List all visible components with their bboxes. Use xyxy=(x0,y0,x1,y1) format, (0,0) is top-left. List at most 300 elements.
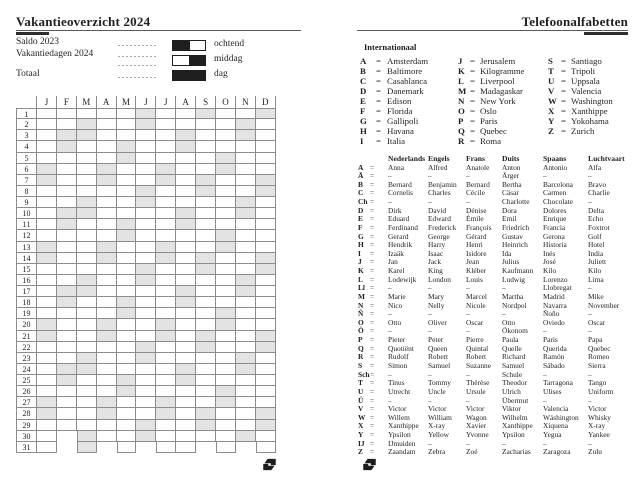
day-cell-m2-d20 xyxy=(57,319,77,330)
cell-frans: Bernard xyxy=(466,179,490,189)
day-cell-m7-d26 xyxy=(156,386,176,397)
day-number-5: 5 xyxy=(16,153,37,164)
day-cell-m5-d31 xyxy=(117,442,137,453)
day-number-6: 6 xyxy=(16,164,37,175)
cell-engels: David xyxy=(428,205,447,215)
cell-duits: Nordpol xyxy=(502,300,527,310)
day-cell-m10-d9 xyxy=(216,197,236,208)
day-cell-m4-d18 xyxy=(97,297,117,308)
day-cell-m3-d9 xyxy=(77,197,97,208)
day-cell-m5-d24 xyxy=(117,364,137,375)
cell-luchtvaart: – xyxy=(588,283,592,293)
day-cell-m6-d29 xyxy=(136,420,156,431)
day-cell-m7-d9 xyxy=(156,197,176,208)
row-letter: A xyxy=(358,162,364,172)
cell-nederlands: Rudolf xyxy=(388,352,409,362)
empty-cell xyxy=(136,442,156,453)
day-cell-m7-d4 xyxy=(156,141,176,152)
full-fill xyxy=(173,71,205,80)
day-cell-m4-d12 xyxy=(97,230,117,241)
day-cell-m12-d3 xyxy=(256,130,276,141)
day-cell-m6-d5 xyxy=(136,153,156,164)
day-cell-m11-d30 xyxy=(236,431,256,442)
cell-luchtvaart: Juliett xyxy=(588,257,607,267)
entry-word: Amsterdam xyxy=(387,56,429,66)
month-header-6: J xyxy=(136,96,156,108)
day-cell-m2-d7 xyxy=(57,175,77,186)
cell-frans: Suzanne xyxy=(466,360,492,370)
day-cell-m12-d22 xyxy=(256,342,276,353)
day-number-27: 27 xyxy=(16,397,37,408)
day-cell-m3-d17 xyxy=(77,286,97,297)
day-cell-m11-d19 xyxy=(236,308,256,319)
cell-engels: Isaac xyxy=(428,248,444,258)
equals-sign: = xyxy=(370,171,375,181)
entry-word: Washington xyxy=(571,96,613,106)
equals-sign: = xyxy=(370,404,375,414)
day-cell-m7-d19 xyxy=(156,308,176,319)
cell-duits: Cäsar xyxy=(502,188,519,198)
entry-letter: T xyxy=(548,66,554,76)
row-letter: T xyxy=(358,378,363,388)
day-cell-m3-d25 xyxy=(77,375,97,386)
day-cell-m12-d11 xyxy=(256,219,276,230)
cell-duits: Julius xyxy=(502,257,520,267)
day-cell-m11-d22 xyxy=(236,342,256,353)
day-cell-m9-d7 xyxy=(196,175,216,186)
day-cell-m11-d13 xyxy=(236,242,256,253)
entry-letter: M xyxy=(458,86,467,96)
day-cell-m9-d2 xyxy=(196,119,216,130)
day-cell-m1-d18 xyxy=(37,297,57,308)
cell-spaans: Llobregat xyxy=(543,283,572,293)
cell-luchtvaart: Zulu xyxy=(588,447,602,457)
day-cell-m8-d22 xyxy=(176,342,196,353)
equals-sign: = xyxy=(561,66,566,76)
day-cell-m8-d26 xyxy=(176,386,196,397)
day-cell-m11-d28 xyxy=(236,408,256,419)
row-letter: U xyxy=(358,386,364,396)
cell-duits: Heinrich xyxy=(502,240,528,250)
day-cell-m9-d29 xyxy=(196,420,216,431)
cell-nederlands: Dirk xyxy=(388,205,402,215)
cell-engels: Yellow xyxy=(428,430,450,440)
day-cell-m1-d26 xyxy=(37,386,57,397)
cell-spaans: Xiquena xyxy=(543,421,569,431)
day-cell-m1-d29 xyxy=(37,420,57,431)
extra-writein-line xyxy=(118,65,158,66)
day-cell-m3-d20 xyxy=(77,319,97,330)
cell-duits: Richard xyxy=(502,352,526,362)
day-cell-m5-d28 xyxy=(117,408,137,419)
day-number-28: 28 xyxy=(16,408,37,419)
day-cell-m4-d10 xyxy=(97,208,117,219)
day-cell-m7-d7 xyxy=(156,175,176,186)
cell-frans: – xyxy=(466,395,470,405)
cell-engels: Victor xyxy=(428,404,447,414)
cell-spaans: Historia xyxy=(543,240,567,250)
cell-duits: Paula xyxy=(502,335,519,345)
equals-sign: = xyxy=(370,197,375,207)
cell-spaans: Antonio xyxy=(543,162,568,172)
day-number-17: 17 xyxy=(16,286,37,297)
cell-duits: Otto xyxy=(502,317,516,327)
day-cell-m7-d28 xyxy=(156,408,176,419)
day-cell-m1-d12 xyxy=(37,230,57,241)
cell-engels: Tommy xyxy=(428,378,451,388)
equals-sign: = xyxy=(370,222,375,232)
entry-letter: E xyxy=(360,96,366,106)
day-cell-m12-d24 xyxy=(256,364,276,375)
equals-sign: = xyxy=(470,116,475,126)
cell-duits: Schule xyxy=(502,369,523,379)
day-cell-m6-d12 xyxy=(136,230,156,241)
day-cell-m5-d23 xyxy=(117,353,137,364)
column-header-spaans: Spaans xyxy=(543,154,567,163)
cell-nederlands: Victor xyxy=(388,404,407,414)
day-cell-m11-d23 xyxy=(236,353,256,364)
day-cell-m9-d9 xyxy=(196,197,216,208)
cell-engels: Edward xyxy=(428,214,451,224)
day-cell-m2-d23 xyxy=(57,353,77,364)
day-cell-m5-d1 xyxy=(117,108,137,119)
cell-duits: Charlotte xyxy=(502,197,530,207)
cell-nederlands: Simon xyxy=(388,360,408,370)
day-cell-m7-d16 xyxy=(156,275,176,286)
equals-sign: = xyxy=(370,188,375,198)
cell-nederlands: Ypsilon xyxy=(388,430,411,440)
day-cell-m7-d30 xyxy=(156,431,176,442)
day-cell-m7-d31 xyxy=(156,442,176,453)
day-cell-m3-d24 xyxy=(77,364,97,375)
cell-luchtvaart: Mike xyxy=(588,291,604,301)
day-cell-m5-d7 xyxy=(117,175,137,186)
equals-sign: = xyxy=(470,126,475,136)
cell-engels: William xyxy=(428,412,452,422)
day-cell-m2-d18 xyxy=(57,297,77,308)
day-cell-m8-d27 xyxy=(176,397,196,408)
day-cell-m12-d2 xyxy=(256,119,276,130)
day-cell-m11-d12 xyxy=(236,230,256,241)
entry-word: Danemark xyxy=(387,86,424,96)
day-cell-m9-d8 xyxy=(196,186,216,197)
day-number-11: 11 xyxy=(16,219,37,230)
row-letter: H xyxy=(358,240,364,250)
day-cell-m6-d15 xyxy=(136,264,156,275)
cell-spaans: Tarragona xyxy=(543,378,573,388)
equals-sign: = xyxy=(370,283,375,293)
entry-letter: L xyxy=(458,76,464,86)
day-cell-m12-d10 xyxy=(256,208,276,219)
day-cell-m10-d11 xyxy=(216,219,236,230)
cell-nederlands: Izaäk xyxy=(388,248,404,258)
row-letter: X xyxy=(358,421,364,431)
cell-spaans: Ramón xyxy=(543,352,565,362)
day-cell-m1-d10 xyxy=(37,208,57,219)
cell-nederlands: Karel xyxy=(388,266,405,276)
row-letter: Ä xyxy=(358,171,364,181)
cell-spaans: Kilo xyxy=(543,266,557,276)
day-cell-m9-d10 xyxy=(196,208,216,219)
day-cell-m12-d21 xyxy=(256,331,276,342)
day-cell-m7-d24 xyxy=(156,364,176,375)
cell-engels: Queen xyxy=(428,343,448,353)
day-cell-m11-d24 xyxy=(236,364,256,375)
day-cell-m6-d8 xyxy=(136,186,156,197)
day-number-15: 15 xyxy=(16,264,37,275)
entry-letter: W xyxy=(548,96,557,106)
empty-cell xyxy=(236,442,256,453)
cell-luchtvaart: – xyxy=(588,326,592,336)
cell-duits: Xanthippe xyxy=(502,421,533,431)
cell-spaans: Ñoño xyxy=(543,309,560,319)
equals-sign: = xyxy=(470,96,475,106)
day-cell-m5-d19 xyxy=(117,308,137,319)
day-cell-m9-d14 xyxy=(196,253,216,264)
cell-frans: Thérèse xyxy=(466,378,490,388)
day-cell-m4-d3 xyxy=(97,130,117,141)
day-cell-m2-d14 xyxy=(57,253,77,264)
cell-luchtvaart: Victor xyxy=(588,404,607,414)
day-cell-m12-d17 xyxy=(256,286,276,297)
cell-engels: – xyxy=(428,283,432,293)
entry-word: Tripoli xyxy=(571,66,596,76)
row-letter: K xyxy=(358,266,364,276)
day-cell-m4-d11 xyxy=(97,219,117,230)
row-letter: Q xyxy=(358,343,364,353)
row-letter: M xyxy=(358,291,365,301)
cell-nederlands: – xyxy=(388,171,392,181)
month-header-8: A xyxy=(176,96,196,108)
cell-spaans: Wáshington xyxy=(543,412,579,422)
day-cell-m2-d16 xyxy=(57,275,77,286)
cell-nederlands: Hendrik xyxy=(388,240,413,250)
day-cell-m4-d23 xyxy=(97,353,117,364)
day-cell-m1-d15 xyxy=(37,264,57,275)
cell-nederlands: Otto xyxy=(388,317,402,327)
entry-word: Gallipoli xyxy=(387,116,419,126)
equals-sign: = xyxy=(376,76,381,86)
cell-frans: – xyxy=(466,309,470,319)
day-number-8: 8 xyxy=(16,186,37,197)
day-cell-m10-d29 xyxy=(216,420,236,431)
month-header-10: O xyxy=(216,96,236,108)
day-cell-m12-d15 xyxy=(256,264,276,275)
cell-engels: George xyxy=(428,231,450,241)
day-cell-m3-d22 xyxy=(77,342,97,353)
day-number-16: 16 xyxy=(16,275,37,286)
equals-sign: = xyxy=(370,369,375,379)
equals-sign: = xyxy=(370,430,375,440)
day-cell-m12-d29 xyxy=(256,420,276,431)
title-rule-accent xyxy=(16,32,49,35)
day-cell-m10-d24 xyxy=(216,364,236,375)
entry-letter: N xyxy=(458,96,465,106)
day-cell-m6-d19 xyxy=(136,308,156,319)
entry-letter: V xyxy=(548,86,555,96)
row-letter: O xyxy=(358,317,364,327)
day-cell-m2-d27 xyxy=(57,397,77,408)
day-cell-m1-d6 xyxy=(37,164,57,175)
cell-frans: Dénise xyxy=(466,205,487,215)
cell-luchtvaart: Whisky xyxy=(588,412,611,422)
day-cell-m8-d23 xyxy=(176,353,196,364)
cell-spaans: Barcelona xyxy=(543,179,573,189)
day-cell-m2-d25 xyxy=(57,375,77,386)
day-cell-m10-d8 xyxy=(216,186,236,197)
day-cell-m7-d25 xyxy=(156,375,176,386)
day-cell-m8-d11 xyxy=(176,219,196,230)
equals-sign: = xyxy=(370,274,375,284)
day-cell-m11-d3 xyxy=(236,130,256,141)
row-letter: Sch xyxy=(358,369,370,379)
day-cell-m11-d2 xyxy=(236,119,256,130)
equals-sign: = xyxy=(376,66,381,76)
day-cell-m12-d8 xyxy=(256,186,276,197)
day-cell-m9-d3 xyxy=(196,130,216,141)
legend-label-ochtend: ochtend xyxy=(214,38,245,49)
day-cell-m6-d27 xyxy=(136,397,156,408)
row-letter: W xyxy=(358,412,366,422)
day-column-header xyxy=(16,96,37,108)
equals-sign: = xyxy=(376,106,381,116)
cell-engels: Oliver xyxy=(428,317,447,327)
day-cell-m1-d23 xyxy=(37,353,57,364)
equals-sign: = xyxy=(370,352,375,362)
day-number-14: 14 xyxy=(16,253,37,264)
day-cell-m12-d28 xyxy=(256,408,276,419)
day-cell-m11-d10 xyxy=(236,208,256,219)
cell-engels: Nelly xyxy=(428,300,445,310)
equals-sign: = xyxy=(370,412,375,422)
cell-engels: Zebra xyxy=(428,447,446,457)
day-cell-m3-d8 xyxy=(77,186,97,197)
cell-engels: Mary xyxy=(428,291,445,301)
day-cell-m8-d20 xyxy=(176,319,196,330)
day-cell-m10-d25 xyxy=(216,375,236,386)
day-cell-m12-d26 xyxy=(256,386,276,397)
day-cell-m2-d3 xyxy=(57,130,77,141)
legend-swatch-dag xyxy=(172,70,206,81)
day-cell-m4-d5 xyxy=(97,153,117,164)
equals-sign: = xyxy=(376,96,381,106)
entry-word: Paris xyxy=(480,116,498,126)
day-cell-m9-d23 xyxy=(196,353,216,364)
empty-cell xyxy=(57,431,77,442)
column-header-frans: Frans xyxy=(466,154,485,163)
day-cell-m9-d13 xyxy=(196,242,216,253)
day-cell-m7-d12 xyxy=(156,230,176,241)
cell-luchtvaart: Lima xyxy=(588,274,604,284)
day-cell-m8-d2 xyxy=(176,119,196,130)
day-cell-m8-d30 xyxy=(176,431,196,442)
equals-sign: = xyxy=(561,76,566,86)
cell-nederlands: Utrecht xyxy=(388,386,411,396)
row-letter: Ü xyxy=(358,395,364,405)
day-cell-m1-d5 xyxy=(37,153,57,164)
day-cell-m9-d4 xyxy=(196,141,216,152)
cell-nederlands: – xyxy=(388,309,392,319)
row-letter: Z xyxy=(358,447,363,457)
cell-nederlands: Anna xyxy=(388,162,405,172)
day-cell-m5-d25 xyxy=(117,375,137,386)
day-number-24: 24 xyxy=(16,364,37,375)
entry-letter: B xyxy=(360,66,366,76)
day-cell-m5-d13 xyxy=(117,242,137,253)
cell-nederlands: Eduard xyxy=(388,214,410,224)
entry-letter: A xyxy=(360,56,367,66)
equals-sign: = xyxy=(370,360,375,370)
cell-duits: Zacharias xyxy=(502,447,531,457)
equals-sign: = xyxy=(561,56,566,66)
entry-letter: C xyxy=(360,76,367,86)
cell-engels: Uncle xyxy=(428,386,446,396)
day-cell-m7-d18 xyxy=(156,297,176,308)
day-cell-m1-d21 xyxy=(37,331,57,342)
cell-spaans: Zaragoza xyxy=(543,447,571,457)
day-cell-m4-d27 xyxy=(97,397,117,408)
day-cell-m10-d26 xyxy=(216,386,236,397)
day-cell-m6-d3 xyxy=(136,130,156,141)
day-cell-m1-d17 xyxy=(37,286,57,297)
day-cell-m7-d1 xyxy=(156,108,176,119)
month-header-2: F xyxy=(57,96,77,108)
day-cell-m4-d13 xyxy=(97,242,117,253)
entry-letter: D xyxy=(360,86,367,96)
entry-letter: J xyxy=(458,56,463,66)
equals-sign: = xyxy=(370,257,375,267)
column-header-duits: Duits xyxy=(502,154,520,163)
day-cell-m5-d29 xyxy=(117,420,137,431)
cell-duits: Emil xyxy=(502,214,517,224)
column-header-engels: Engels xyxy=(428,154,450,163)
day-cell-m8-d16 xyxy=(176,275,196,286)
saldo-2023-label: Saldo 2023 xyxy=(16,37,60,47)
cell-nederlands: Bernard xyxy=(388,179,412,189)
day-cell-m10-d10 xyxy=(216,208,236,219)
day-cell-m8-d5 xyxy=(176,153,196,164)
cell-spaans: Sábado xyxy=(543,360,565,370)
day-cell-m9-d20 xyxy=(196,319,216,330)
day-cell-m5-d3 xyxy=(117,130,137,141)
day-cell-m3-d27 xyxy=(77,397,97,408)
day-number-1: 1 xyxy=(16,108,37,119)
day-number-7: 7 xyxy=(16,175,37,186)
cell-frans: – xyxy=(466,283,470,293)
row-letter: I xyxy=(358,248,361,258)
cell-engels: – xyxy=(428,395,432,405)
day-cell-m10-d19 xyxy=(216,308,236,319)
day-cell-m2-d15 xyxy=(57,264,77,275)
day-cell-m8-d13 xyxy=(176,242,196,253)
day-cell-m10-d1 xyxy=(216,108,236,119)
entry-word: Havana xyxy=(387,126,414,136)
entry-word: Xanthippe xyxy=(571,106,608,116)
cell-duits: Martha xyxy=(502,291,524,301)
day-cell-m2-d21 xyxy=(57,331,77,342)
day-cell-m4-d28 xyxy=(97,408,117,419)
cell-nederlands: IJmuiden xyxy=(388,438,416,448)
day-cell-m3-d18 xyxy=(77,297,97,308)
entry-letter: U xyxy=(548,76,555,86)
cell-luchtvaart: – xyxy=(588,309,592,319)
day-cell-m11-d26 xyxy=(236,386,256,397)
equals-sign: = xyxy=(470,106,475,116)
day-cell-m6-d24 xyxy=(136,364,156,375)
day-cell-m7-d20 xyxy=(156,319,176,330)
equals-sign: = xyxy=(470,66,475,76)
cell-spaans: – xyxy=(543,395,547,405)
